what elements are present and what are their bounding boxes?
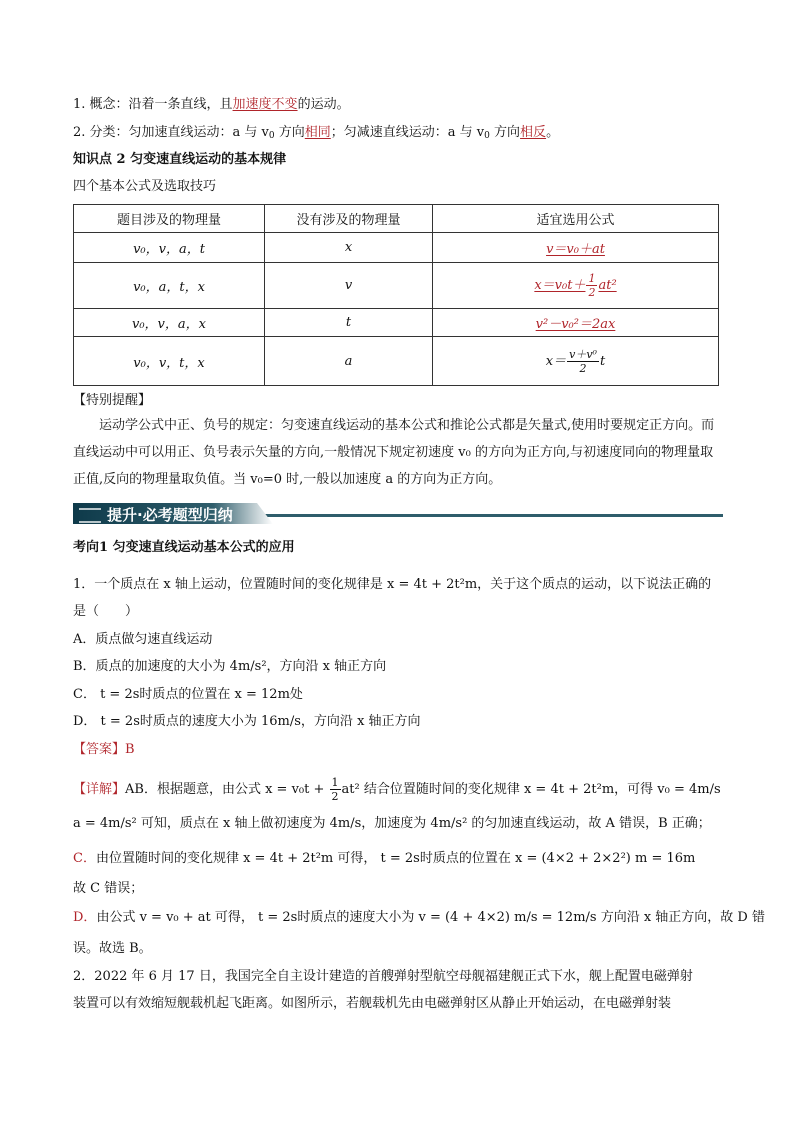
class-text-5: 。 <box>546 125 560 140</box>
concept-end: 的运动。 <box>297 97 350 112</box>
q1-detail-line-4: 故 C 错误； <box>73 881 144 896</box>
table-cell: t <box>265 309 433 337</box>
table-header-row <box>74 205 719 233</box>
detail-label: C． <box>73 851 96 866</box>
q2-stem-line-2: 装置可以有效缩短舰载机起飞距离。如图所示，若舰载机先由电磁弹射区从静止开始运动，在电磁弹射装 <box>73 996 672 1011</box>
table-cell: v₀，v，a，t <box>74 233 265 263</box>
class-text-1: 2. 分类：匀加速直线运动：a 与 v <box>73 125 269 140</box>
class-sub-1: 0 <box>268 131 275 141</box>
table-header: 题目涉及的物理量 <box>74 205 265 233</box>
q1-detail-line-3 <box>73 850 695 868</box>
table-cell: x <box>265 233 433 263</box>
table-cell-formula <box>433 233 719 263</box>
table-cell: a <box>265 337 433 386</box>
q1-detail-line-2 <box>73 815 711 833</box>
table-row <box>74 309 719 337</box>
class-text-4: 方向 <box>489 125 521 140</box>
fraction-denominator: 2 <box>579 361 587 375</box>
table-row <box>74 233 719 263</box>
knowledge-point-2-heading: 知识点 2 匀变速直线运动的基本规律 <box>73 152 287 167</box>
detail-text: a = 4m/s² <box>73 816 137 831</box>
four-formulas-caption: 四个基本公式及选取技巧 <box>73 179 217 194</box>
class-highlight-2: 相反 <box>520 125 547 140</box>
section-title: 考向1 匀变速直线运动基本公式的应用 <box>73 540 295 555</box>
q1-detail-line-5 <box>73 909 765 927</box>
q1-option-b: B．质点的加速度的大小为 4m/s²，方向沿 x 轴正方向 <box>73 659 387 674</box>
formula-table <box>73 204 719 386</box>
classification-line <box>73 124 559 145</box>
q1-answer: 【答案】B <box>73 742 135 757</box>
table-cell: v <box>265 263 433 309</box>
detail-label: 【详解】 <box>73 782 126 797</box>
banner-stripes-icon <box>79 508 101 523</box>
concept-text: 1. 概念：沿着一条直线，且 <box>73 97 233 112</box>
formula-part: x＝ <box>545 353 567 369</box>
fraction-numerator: 1 <box>588 272 596 285</box>
formula-part: x＝v₀t＋ <box>534 278 586 293</box>
fraction-denominator: 2 <box>588 286 596 299</box>
fraction <box>330 776 341 803</box>
fraction <box>586 272 597 299</box>
section-banner <box>73 503 723 524</box>
detail-label: D． <box>73 910 97 925</box>
q1-option-c: C． t = 2s时质点的位置在 x = 12m处 <box>73 687 303 702</box>
q1-option-d: D． t = 2s时质点的速度大小为 16m/s，方向沿 x 轴正方向 <box>73 714 421 729</box>
table-cell: v₀，v，a，x <box>74 309 265 337</box>
concept-highlight: 加速度不变 <box>232 97 298 112</box>
formula-part: at² <box>598 278 617 293</box>
detail-text: at² 结合位置随时间的变化规律 x = 4t + 2t²m，可得 v₀ = 4m/s <box>341 782 721 797</box>
fraction <box>567 348 599 375</box>
formula-text: v＝v₀＋at <box>546 242 605 257</box>
banner-title: 提升·必考题型归纳 <box>107 506 233 524</box>
detail-text: 由位置随时间的变化规律 x = 4t + 2t²m 可得， t = 2s时质点的位置在 x = (4×2 + 2×2²) m = 16m <box>95 851 696 866</box>
q2-stem-line-1: 2．2022 年 6 月 17 日，我国完全自主设计建造的首艘弹射型航空母舰福建舰正式下水，舰上配置电磁弹射 <box>73 969 693 984</box>
table-cell-formula <box>433 263 719 309</box>
q1-stem-line-1: 1．一个质点在 x 轴上运动，位置随时间的变化规律是 x = 4t + 2t²m，关于这个质点的运动，以下说法正确的 <box>73 577 712 592</box>
q1-detail-line-6: 误。故选 B。 <box>73 941 152 956</box>
table-header: 没有涉及的物理量 <box>265 205 433 233</box>
reminder-paragraph: 运动学公式中正、负号的规定：匀变速直线运动的基本公式和推论公式都是矢量式,使用时要规定正方向。而直线运动中可以用正、负号表示矢量的方向,一般情况下规定初速度 v₀ 的方向为正方向,与初速度同向的物理量取正值,反向的物理量取负值。当 v₀=0 时,一般以加速度 a 的方向为正方向。 <box>73 418 715 487</box>
formula-part: t <box>599 353 606 369</box>
class-highlight-1: 相同 <box>304 125 331 140</box>
fraction-denominator: 2 <box>331 790 339 803</box>
class-text-2: 方向 <box>274 125 305 140</box>
detail-text: 可知，质点在 x 轴上做初速度为 4m/s，加速度为 4m/s² 的匀加速直线运动，故 A 错误，B 正确； <box>136 816 711 831</box>
q1-option-a: A．质点做匀速直线运动 <box>73 632 213 647</box>
class-sub-2: 0 <box>484 131 490 141</box>
table-cell: v₀，a，t，x <box>74 263 265 309</box>
formula-text: v²－v₀²＝2ax <box>535 317 616 332</box>
detail-text: 由公式 v = v₀ + at 可得， t = 2s时质点的速度大小为 v = (4 + 4×2) m/s = 12m/s 方向沿 x 轴正方向，故 D 错 <box>96 910 765 925</box>
q1-detail-line-1 <box>73 776 721 803</box>
fraction-numerator: 1 <box>331 776 339 789</box>
detail-text: AB．根据题意，由公式 x = v₀t + <box>125 782 329 797</box>
table-cell: v₀，v，t，x <box>74 337 265 386</box>
class-text-3: ；匀减速直线运动：a 与 v <box>330 125 485 140</box>
table-row <box>74 263 719 309</box>
q1-stem-line-2: 是（ ） <box>73 604 139 619</box>
table-cell-formula <box>433 309 719 337</box>
concept-line <box>73 96 350 114</box>
reminder-title: 【特别提醒】 <box>73 393 152 408</box>
table-header: 适宜选用公式 <box>433 205 719 233</box>
table-cell-formula <box>433 337 719 386</box>
table-row <box>74 337 719 386</box>
fraction-numerator: v＋v⁰ <box>569 347 597 361</box>
